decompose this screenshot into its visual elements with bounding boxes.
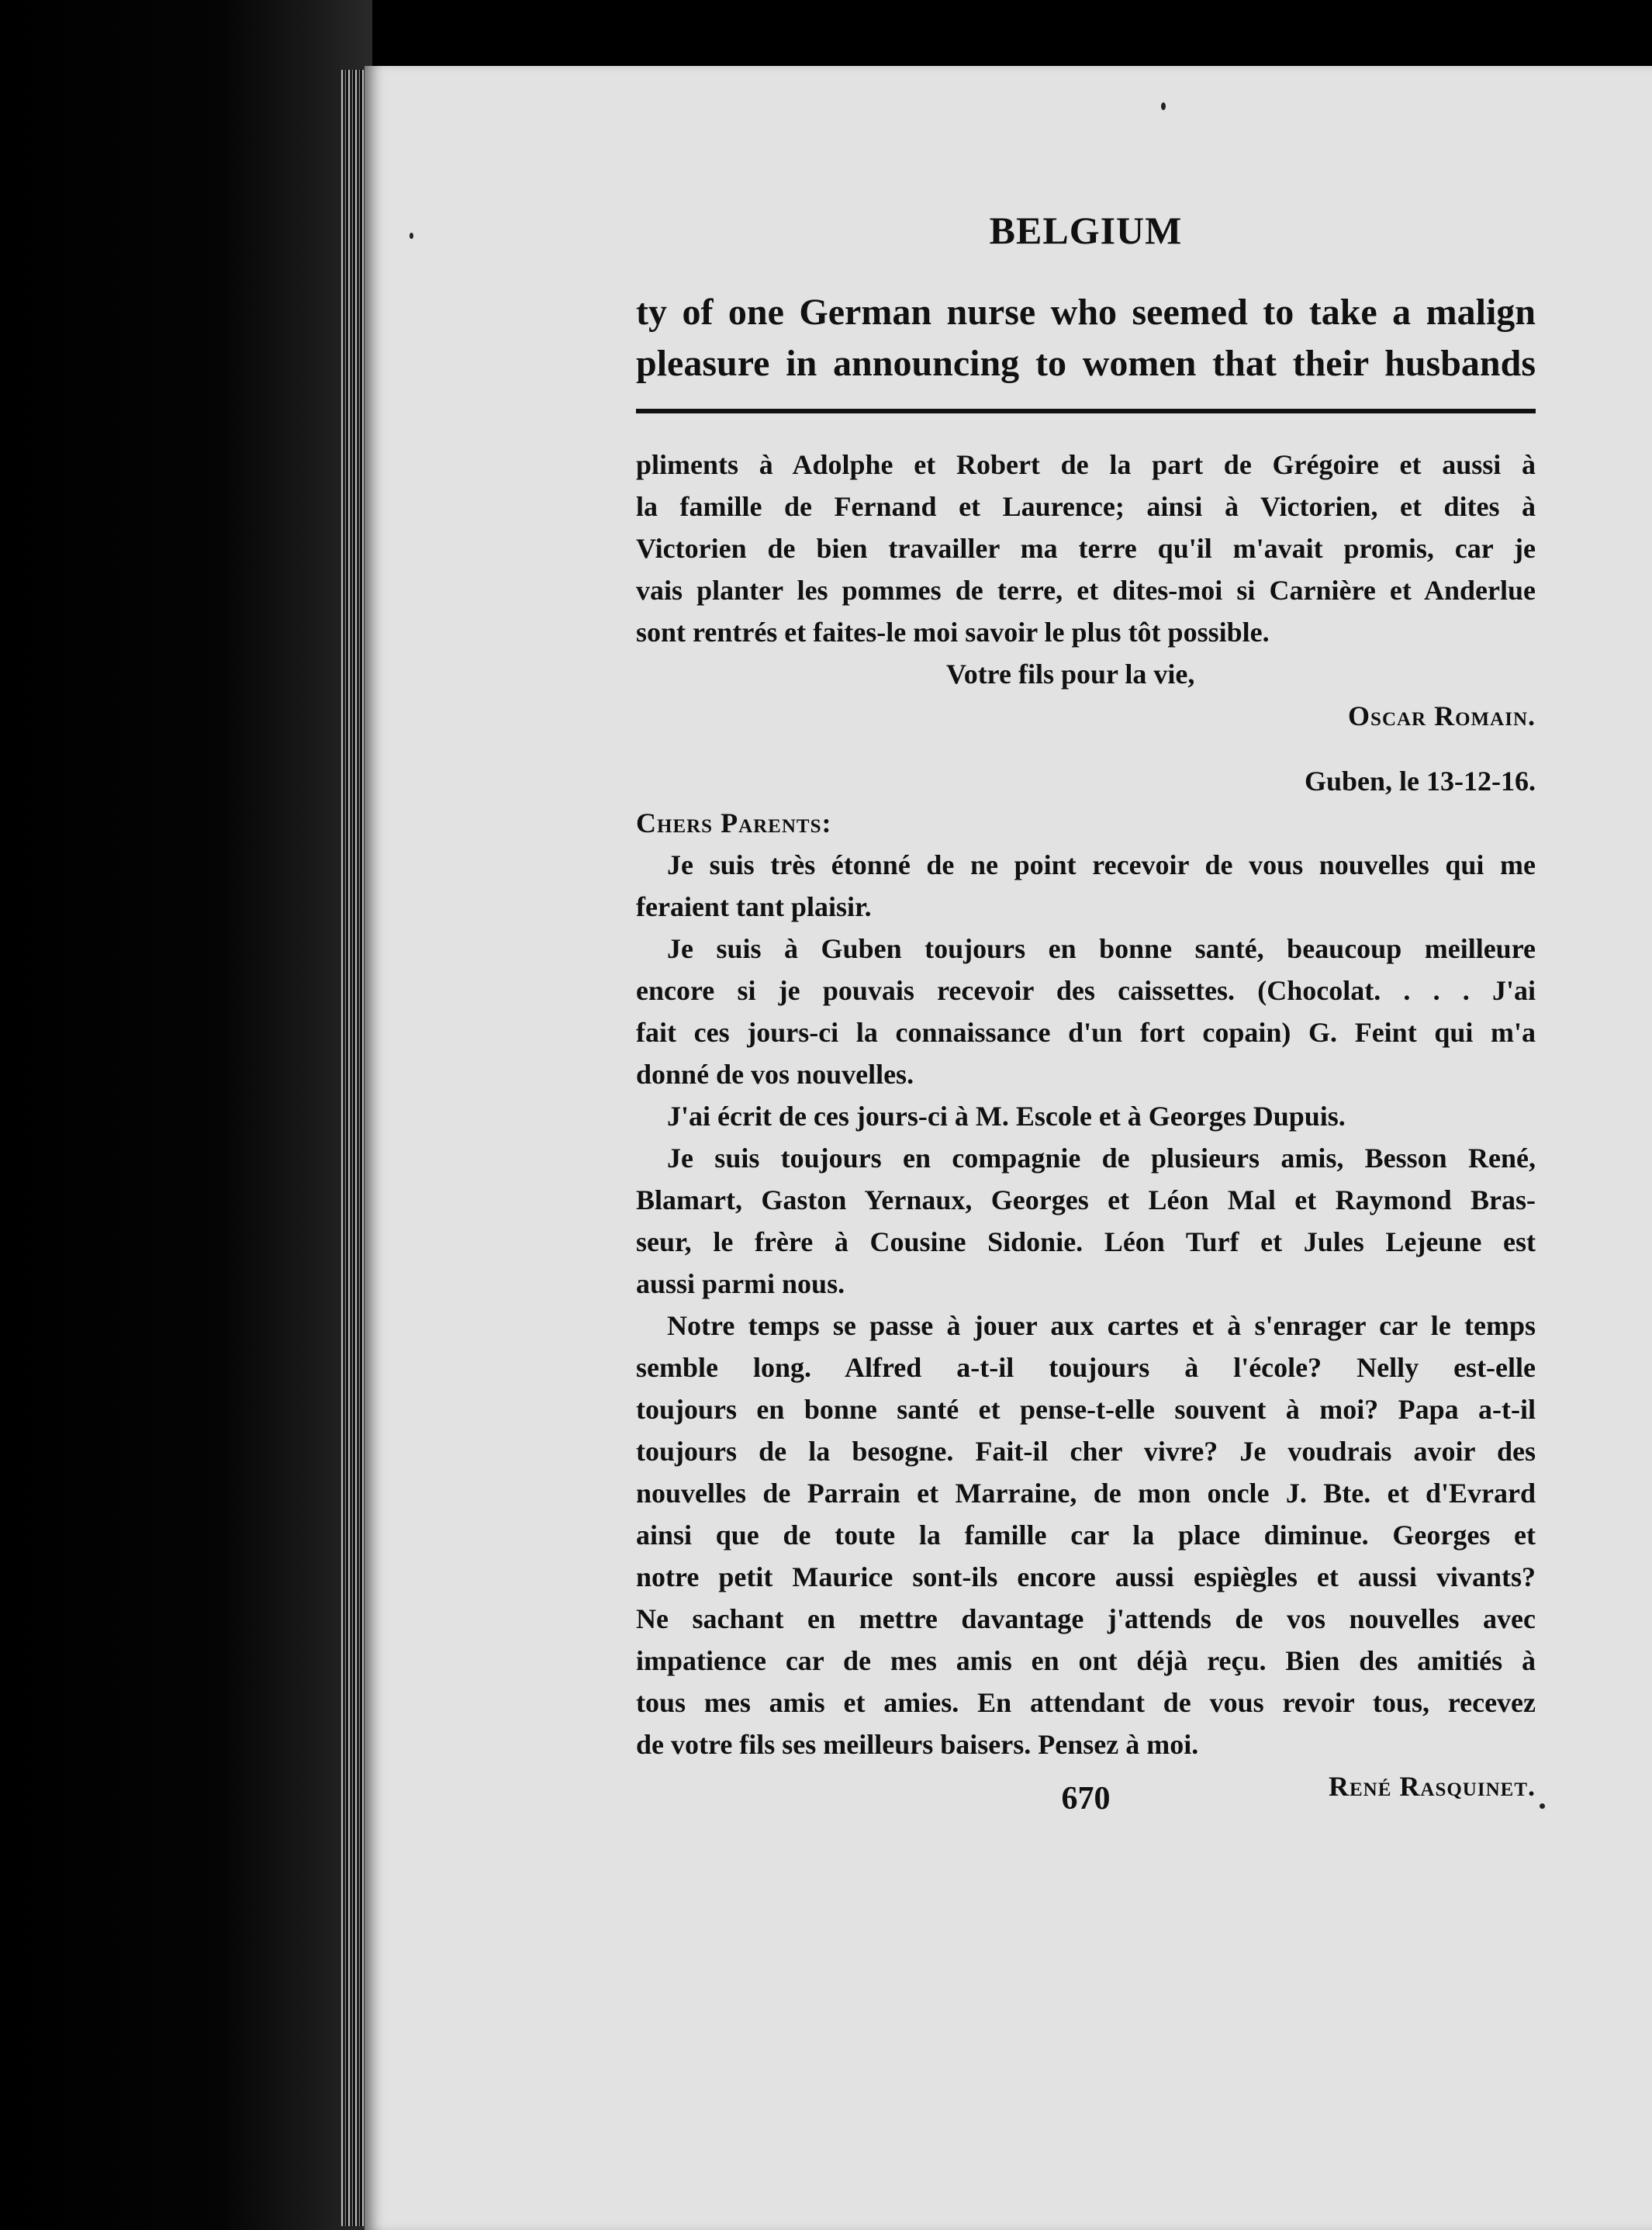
letter-line: toujours de la besogne. Fait-il cher vivre? Je voudrais avoir des (636, 1436, 1536, 1467)
dust-speck (410, 233, 413, 239)
letter-line: donné de vos nouvelles. (636, 1059, 914, 1090)
letter-line: toujours en bonne santé et pense-t-elle souvent à moi? Papa a-t-il (636, 1394, 1536, 1425)
letter-line: encore si je pouvais recevoir des caissettes. (Chocolat. . . . J'ai (636, 975, 1536, 1006)
letter-line: sont rentrés et faites-le moi savoir le plus tôt possible. (636, 617, 1270, 648)
dust-speck (1161, 102, 1166, 110)
letter-line: Blamart, Gaston Yernaux, Georges et Léon Mal et Raymond Bras- (636, 1184, 1536, 1215)
letter-line: semble long. Alfred a-t-il toujours à l'école? Nelly est-elle (636, 1352, 1536, 1383)
letter-closing: Votre fils pour la vie, (946, 659, 1195, 690)
running-head: BELGIUM (989, 209, 1183, 252)
letter-line: Je suis très étonné de ne point recevoir de vous nouvelles qui me (667, 849, 1536, 880)
letter-line: J'ai écrit de ces jours-ci à M. Escole et à Georges Dupuis. (667, 1101, 1346, 1132)
letter-line: aussi parmi nous. (636, 1268, 845, 1299)
letter-line: nouvelles de Parrain et Marraine, de mon oncle J. Bte. et d'Evrard (636, 1478, 1536, 1509)
excerpt-line: ty of one German nurse who seemed to take a malign (636, 292, 1536, 333)
excerpt-line: pleasure in announcing to women that their husbands (636, 343, 1536, 384)
letter-line: impatience car de mes amis en ont déjà reçu. Bien des amitiés à (636, 1645, 1536, 1676)
book-spine-shadow (0, 0, 372, 2230)
letter-line: fait ces jours-ci la connaissance d'un fort copain) G. Feint qui m'a (636, 1017, 1536, 1048)
letter-salutation: Chers Parents: (636, 807, 832, 838)
letter-line: feraient tant plaisir. (636, 891, 872, 922)
letter-line: pliments à Adolphe et Robert de la part de Grégoire et aussi à (636, 449, 1536, 480)
letter-line: Je suis toujours en compagnie de plusieurs amis, Besson René, (667, 1143, 1536, 1174)
excerpt-text (636, 287, 1536, 389)
letter-signature: Oscar Romain. (1348, 700, 1536, 731)
section-rule (636, 409, 1536, 413)
letter-line: seur, le frère à Cousine Sidonie. Léon Turf et Jules Lejeune est (636, 1226, 1536, 1257)
letter-line: de votre fils ses meilleurs baisers. Pensez à moi. (636, 1729, 1199, 1760)
dust-speck (1540, 1803, 1545, 1809)
letter-line: notre petit Maurice sont-ils encore aussi espiègles et aussi vivants? (636, 1561, 1536, 1592)
letter-line: la famille de Fernand et Laurence; ainsi à Victorien, et dites à (636, 491, 1536, 522)
letter-rene-rasquinet (636, 760, 1536, 1807)
letter-line: Je suis à Guben toujours en bonne santé, beaucoup meilleure (667, 933, 1536, 964)
letter-dateline: Guben, le 13-12-16. (1304, 766, 1536, 797)
letter-oscar-romain (636, 444, 1536, 737)
letter-line: Notre temps se passe à jouer aux cartes et à s'enrager car le temps (667, 1310, 1536, 1341)
letter-line: Victorien de bien travailler ma terre qu'il m'avait promis, car je (636, 533, 1536, 564)
letter-line: vais planter les pommes de terre, et dites-moi si Carnière et Anderlue (636, 575, 1536, 606)
page-number: 670 (1061, 1781, 1111, 1817)
letter-line: tous mes amis et amies. En attendant de vous revoir tous, recevez (636, 1687, 1536, 1718)
letter-line: ainsi que de toute la famille car la place diminue. Georges et (636, 1520, 1536, 1551)
letter-line: Ne sachant en mettre davantage j'attends de vos nouvelles avec (636, 1603, 1536, 1634)
letter-signature: René Rasquinet. (1329, 1771, 1536, 1802)
